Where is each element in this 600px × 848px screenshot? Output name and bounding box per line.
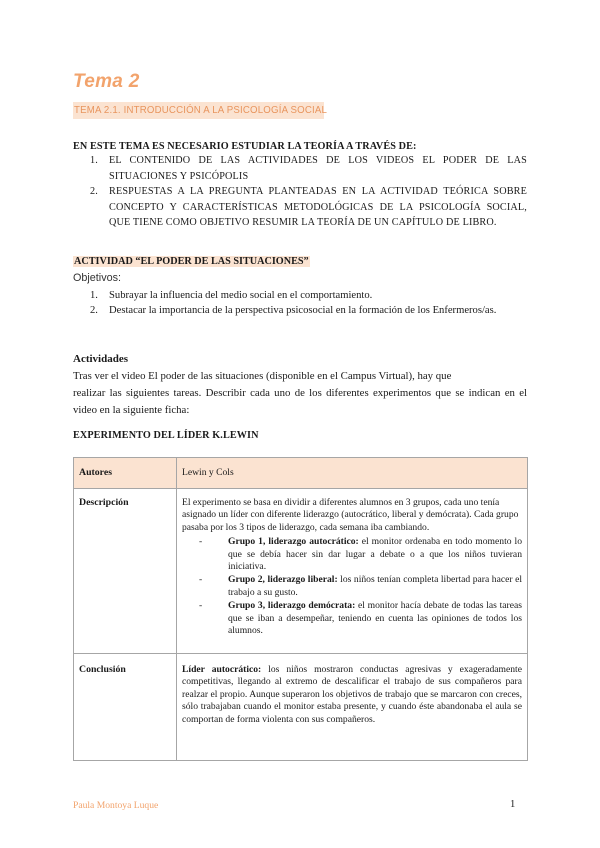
grupo-item [199,574,522,599]
list-text: EL CONTENIDO DE LAS ACTIVIDADES DE LOS VIDEOS EL PODER DE LAS SITUACIONES Y PSICÓPOLIS [109,155,527,182]
section-subtitle-text: TEMA 2.1. INTRODUCCIÓN A LA PSICOLOGÍA SOCIAL [74,104,328,116]
grupo-text: el monitor hacía debate de todas las tareas que se iban a desempeñar, teniendo en cuenta las opiniones de todos los alumnos. [228,600,522,637]
experiment-table [73,457,528,761]
table-row-autores [74,458,528,489]
grupo-text: los niños tenían completa libertad para hacer el trabajo a su gusto. [228,574,522,598]
grupo-item [199,600,522,637]
list-number: 1. [90,155,98,166]
conclusion-cell [177,654,528,761]
list-text: Subrayar la influencia del medio social en el comportamiento. [109,290,373,301]
footer-author: Paula Montoya Luque [73,800,159,811]
estudiar-list [73,153,527,231]
descripcion-label: Descripción [74,489,177,654]
table-row-conclusion [74,654,528,761]
grupo-name: Grupo 3, liderazgo demócrata: [228,600,356,612]
grupo-item [199,536,522,573]
actividad-heading: ACTIVIDAD “EL PODER DE LAS SITUACIONES” [74,256,309,267]
conclusion-text [182,664,522,726]
conclusion-bold: Líder autocrático: [182,664,262,675]
list-number: 1. [90,290,98,301]
descripcion-intro: El experimento se basa en dividir a diferentes alumnos en 3 grupos, cada uno tenía asignado un líder con diferente liderazgo (autocrático, liberal y demócrata). Cada grupo pasaba por los 3 tipos de liderazgo, cada semana iba cambiando. [182,497,519,533]
grupos-list [182,536,522,637]
descripcion-cell [177,489,528,654]
estudiar-heading: EN ESTE TEMA ES NECESARIO ESTUDIAR LA TEORÍA A TRAVÉS DE: [73,141,417,152]
actividades-title: Actividades [73,353,128,365]
grupo-name: Grupo 2, liderazgo liberal: [228,574,338,586]
list-text: Destacar la importancia de la perspectiva psicosocial en la formación de los Enfermeros/as. [109,305,497,317]
actividades-line: Tras ver el video El poder de las situaciones (disponible en el Campus Virtual), hay que [73,370,452,382]
grupo-name: Grupo 1, liderazgo autocrático: [228,536,359,548]
list-text: RESPUESTAS A LA PREGUNTA PLANTEADAS EN LA ACTIVIDAD TEÓRICA SOBRE CONCEPTO Y CARACTERÍSTICAS METODOLÓGICAS DE LA PSICOLOGÍA SOCIAL, QUE TIENE COMO OBJETIVO RESUMIR LA TEORÍA DE UN CAPÍTULO DE LIBRO. [109,186,527,229]
autores-value: Lewin y Cols [177,458,528,489]
dash-bullet: - [199,600,203,612]
dash-bullet: - [199,536,203,548]
actividades-line: realizar las siguientes tareas. Describir cada uno de los diferentes experimentos que se indican en el video en la siguiente ficha: [73,387,527,416]
list-item [73,153,527,184]
dash-bullet: - [199,574,203,586]
section-subtitle [73,102,328,119]
list-item [73,303,527,318]
objetivos-label: Objetivos: [73,272,122,284]
list-item [73,184,527,231]
experimento-heading: EXPERIMENTO DEL LÍDER K.LEWIN [73,430,259,441]
conclusion-body: los niños mostraron conductas agresivas y exageradamente competitivas, llegando al extremo de descalificar el trabajo de sus compañeros para realzar el propio. Aunque superaron los objetivos de trabajo que se marcaron con creces, sólo trabajaban cuando el monitor estaba presente, y cuando éste abandonaba el aula se comportan de forma violenta con sus compañeros. [182,664,522,725]
actividades-text [73,368,527,419]
tema-title: Tema 2 [73,71,140,92]
list-item [73,288,527,303]
list-number: 2. [90,305,98,317]
autores-label: Autores [74,458,177,489]
objetivos-list [73,288,527,319]
grupo-text: el monitor ordenaba en todo momento lo que se debía hacer sin dar lugar a debate o a que los niños tuvieran iniciativa. [228,536,522,573]
list-number: 2. [90,186,98,198]
table-row-descripcion [74,489,528,654]
page-number: 1 [510,799,516,810]
conclusion-label: Conclusión [74,654,177,761]
